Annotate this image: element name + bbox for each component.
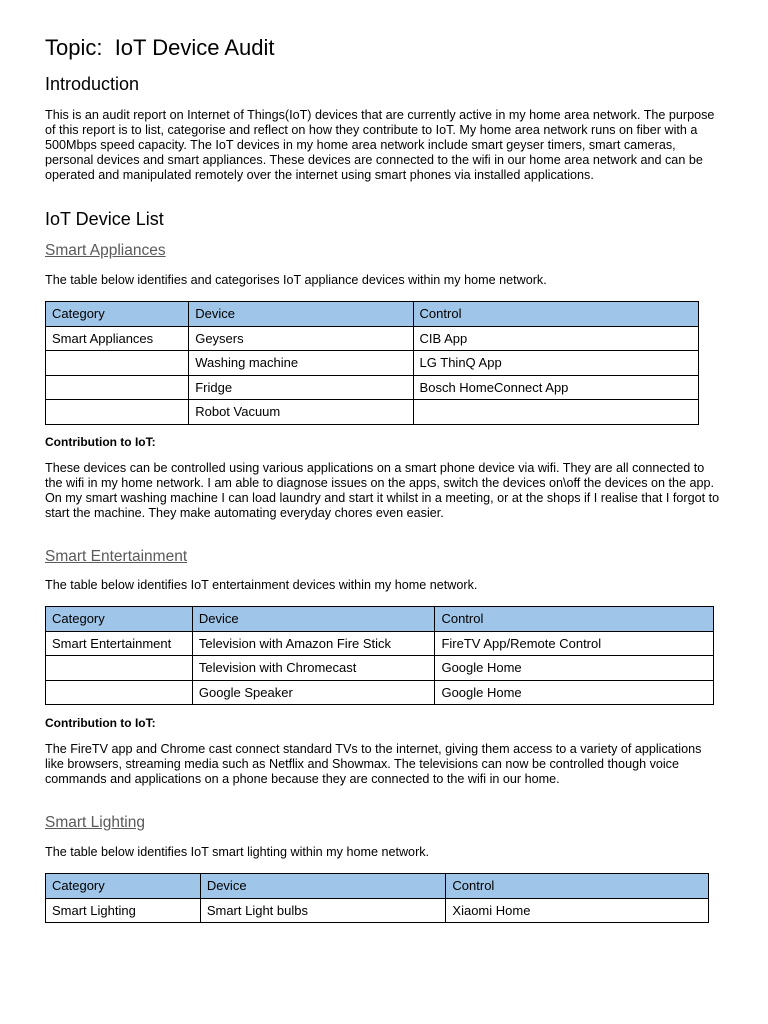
table-cell: Xiaomi Home [446, 898, 709, 923]
column-header-device: Device [189, 302, 413, 327]
smart-appliances-intro: The table below identifies and categorises IoT appliance devices within my home network. [45, 273, 547, 287]
smart-entertainment-intro: The table below identifies IoT entertainment devices within my home network. [45, 578, 478, 592]
table-cell [46, 400, 189, 425]
table-row [46, 631, 714, 656]
table-row [46, 680, 714, 705]
column-header-control: Control [413, 302, 698, 327]
table-cell: LG ThinQ App [413, 351, 698, 376]
table-cell: Television with Chromecast [192, 656, 435, 681]
table-row [46, 898, 709, 923]
table-header-row [46, 302, 699, 327]
table-cell [46, 680, 193, 705]
smart-lighting-table [45, 873, 709, 923]
table-cell [46, 656, 193, 681]
table-cell [413, 400, 698, 425]
table-cell: Google Home [435, 656, 714, 681]
table-header-row [46, 874, 709, 899]
table-row [46, 351, 699, 376]
table-row [46, 656, 714, 681]
smart-entertainment-table [45, 606, 714, 705]
smart-entertainment-heading: Smart Entertainment [45, 548, 188, 565]
table-cell: Smart Lighting [46, 898, 201, 923]
smart-appliances-heading: Smart Appliances [45, 242, 166, 259]
table-cell: Google Speaker [192, 680, 435, 705]
introduction-heading: Introduction [45, 74, 140, 94]
table-cell: Geysers [189, 326, 413, 351]
table-cell: Smart Entertainment [46, 631, 193, 656]
smart-lighting-intro: The table below identifies IoT smart lighting within my home network. [45, 845, 430, 859]
table-cell: Fridge [189, 375, 413, 400]
table-cell: Washing machine [189, 351, 413, 376]
table-row [46, 400, 699, 425]
smart-appliances-table [45, 301, 699, 425]
device-list-heading: IoT Device List [45, 209, 164, 229]
table-cell: Television with Amazon Fire Stick [192, 631, 435, 656]
introduction-paragraph: This is an audit report on Internet of Things(IoT) devices that are currently active in my home area network. The purpose of this report is to list, categorise and reflect on how they contribute to IoT. My home area network runs on fiber with a 500Mbps speed capacity. The IoT devices in my home area network include smart geyser timers, smart cameras, personal devices and smart appliances. These devices are connected to the wifi in our home area network and can be operated and manipulated remotely over the internet using smart phones via installed applications. [45, 108, 715, 182]
column-header-category: Category [46, 607, 193, 632]
appliances-contribution-label: Contribution to IoT: [45, 435, 156, 449]
document-title: Topic: IoT Device Audit [45, 35, 275, 60]
appliances-contribution-paragraph: These devices can be controlled using various applications on a smart phone device via wifi. They are all connected to the wifi in my home network. I am able to diagnose issues on the apps, switch the devices on\off the devices on the app. On my smart washing machine I can load laundry and start it whilst in a meeting, or at the shops if I realise that I forgot to start the machine. They make automating everyday chores even easier. [45, 461, 720, 520]
column-header-control: Control [446, 874, 709, 899]
table-row [46, 375, 699, 400]
table-cell: Smart Light bulbs [200, 898, 446, 923]
table-cell [46, 375, 189, 400]
table-header-row [46, 607, 714, 632]
column-header-category: Category [46, 302, 189, 327]
column-header-category: Category [46, 874, 201, 899]
table-cell [46, 351, 189, 376]
table-row [46, 326, 699, 351]
table-cell: FireTV App/Remote Control [435, 631, 714, 656]
table-cell: Google Home [435, 680, 714, 705]
smart-lighting-heading: Smart Lighting [45, 814, 145, 831]
table-cell: CIB App [413, 326, 698, 351]
table-cell: Bosch HomeConnect App [413, 375, 698, 400]
column-header-control: Control [435, 607, 714, 632]
column-header-device: Device [200, 874, 446, 899]
entertainment-contribution-paragraph: The FireTV app and Chrome cast connect standard TVs to the internet, giving them access to a variety of applications like browsers, streaming media such as Netflix and Showmax. The televisions can now be controlled though voice commands and applications on a phone because they are connected to the wifi in our home. [45, 742, 702, 786]
column-header-device: Device [192, 607, 435, 632]
table-cell: Robot Vacuum [189, 400, 413, 425]
entertainment-contribution-label: Contribution to IoT: [45, 716, 156, 730]
table-cell: Smart Appliances [46, 326, 189, 351]
